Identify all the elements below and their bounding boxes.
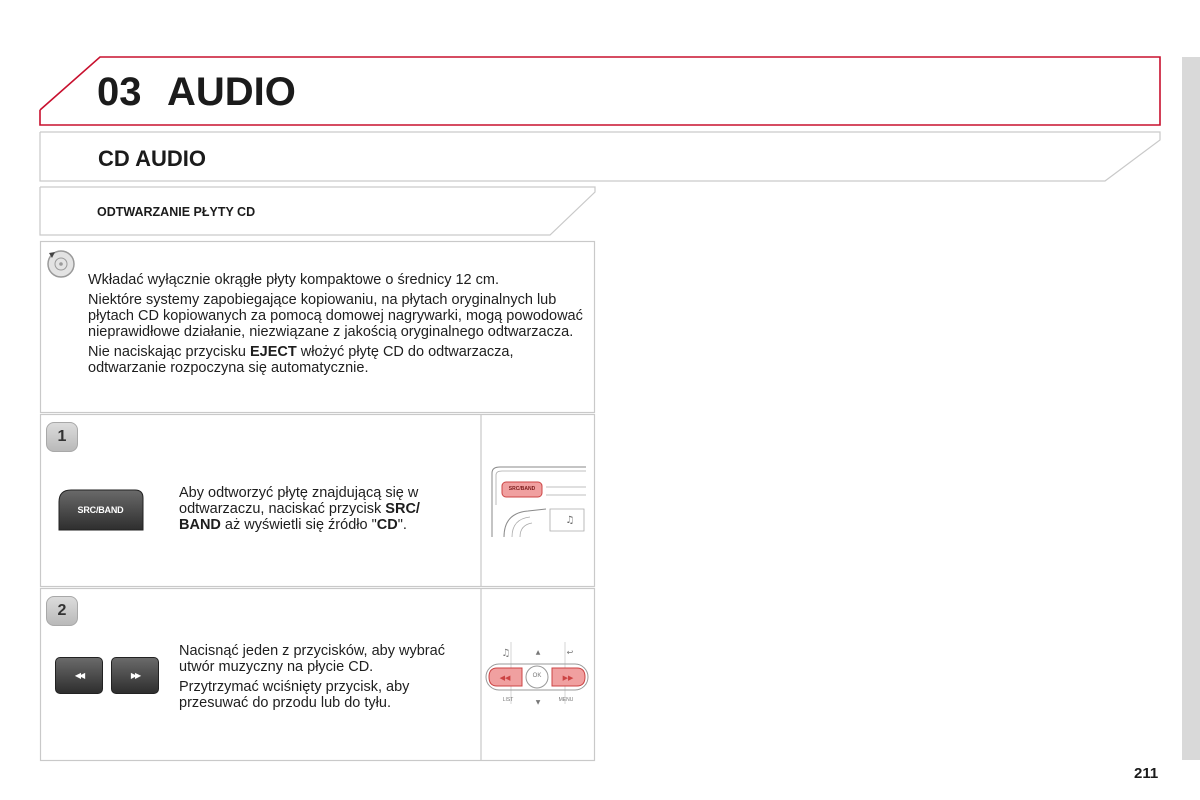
src-band-label: SRC/BAND <box>77 505 124 515</box>
src-band-button-illustration <box>57 488 144 532</box>
svg-text:♫: ♫ <box>565 515 575 526</box>
panel-src-band-label: SRC/BAND <box>508 486 536 492</box>
previous-track-button-illustration <box>55 657 103 694</box>
step-2-badge: 2 <box>46 596 78 626</box>
intro-paragraph: Wkładać wyłącznie okrągłe płyty kompaktowe o średnicy 12 cm. <box>88 272 499 288</box>
svg-text:♫: ♫ <box>501 648 511 659</box>
svg-text:▲: ▲ <box>535 649 541 656</box>
svg-text:↩: ↩ <box>566 648 574 657</box>
side-tab-bar <box>1182 57 1200 760</box>
intro-text <box>88 272 588 380</box>
intro-paragraph: Nie naciskając przycisku EJECT włożyć płytę CD do odtwarzacza, odtwarzanie rozpoczyna się automatycznie. <box>88 344 514 376</box>
section-title: CD AUDIO <box>98 146 206 171</box>
step-1-badge: 1 <box>46 422 78 452</box>
pad-menu-label: MENU <box>558 697 574 703</box>
subsection-title: ODTWARZANIE PŁYTY CD <box>97 205 256 219</box>
svg-text:▶▶: ▶▶ <box>562 674 574 682</box>
chapter-number: 03 <box>97 70 142 114</box>
pad-ok-label: OK <box>532 673 542 679</box>
step-2-text: Nacisnąć jeden z przycisków, aby wybrać utwór muzyczny na płycie CD. Przytrzymać wciśnięty przycisk, aby przesuwać do przodu lub do tyłu. <box>179 643 445 711</box>
page-number: 211 <box>1134 765 1159 782</box>
next-track-button-illustration <box>111 657 159 694</box>
svg-text:▼: ▼ <box>535 699 541 706</box>
rewind-icon: ◀◀ <box>74 671 84 680</box>
step-1-text: Aby odtworzyć płytę znajdującą się w odtwarzaczu, naciskać przycisk SRC/ BAND aż wyświetli się źródło "CD". <box>179 485 420 533</box>
chapter-title: AUDIO <box>167 70 296 114</box>
radio-panel-illustration <box>488 465 586 540</box>
pad-list-label: LIST <box>502 697 514 703</box>
cd-disc-icon <box>45 249 77 279</box>
intro-paragraph: Niektóre systemy zapobiegające kopiowaniu, na płytach oryginalnych lub płytach CD kopiowanych za pomocą domowej nagrywarki, mogą powodować nieprawidłowe działanie, niezwiązane z jakością oryginalnego odtwarzacza. <box>88 292 583 340</box>
fast-forward-icon: ▶▶ <box>130 671 140 680</box>
svg-text:◀◀: ◀◀ <box>499 674 511 682</box>
